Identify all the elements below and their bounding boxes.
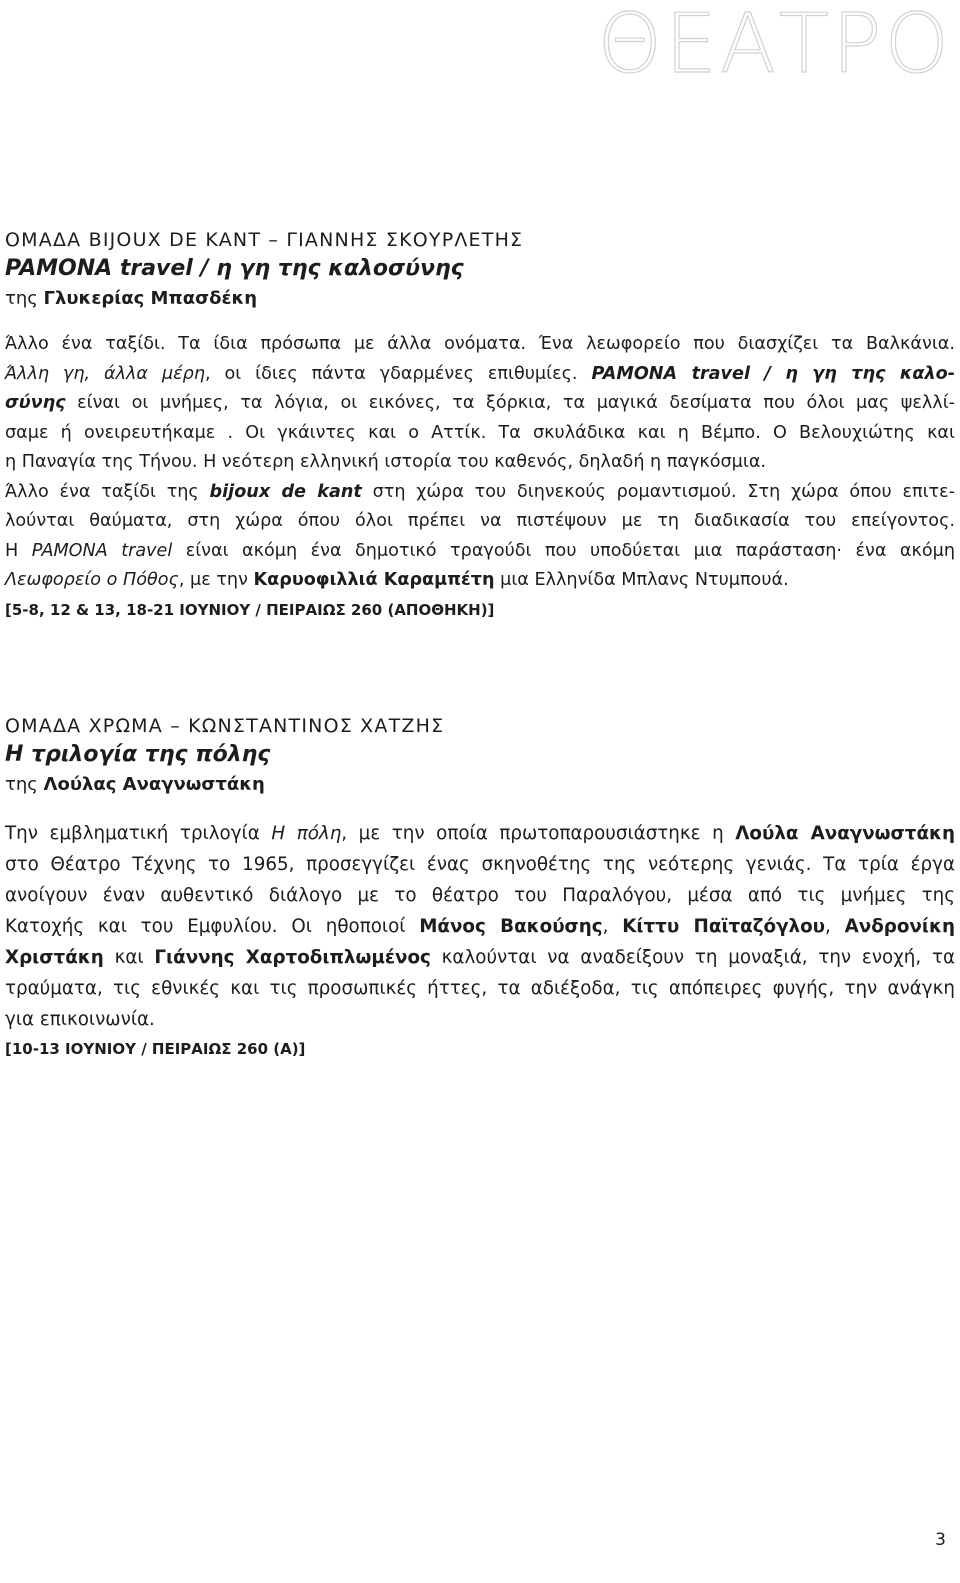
description-line: Λεωφορείο ο Πόθος, με την Καρυοφιλλιά Καραμπέτη μια Ελληνίδα Μπλανς Ντυμπουά. — [5, 570, 789, 590]
description-line: τραύματα, τις εθνικές και τις προσωπικές ήττες, τα αδιέξοδα, τις απόπειρες φυγής, την ανάγκη — [5, 978, 955, 999]
play-title: PAMONA travel / η γη της καλοσύνης — [5, 256, 464, 281]
author-name: Γλυκερίας Μπασδέκη — [43, 288, 258, 309]
description-line: ανοίγουν έναν αυθεντικό διάλογο με το θέατρο του Παραλόγου, μέσα από τις μνήμες της — [5, 885, 955, 906]
author-prefix: της — [5, 288, 44, 309]
description-line: Την εμβληματική τριλογία Η πόλη, με την οποία πρωτοπαρουσιάστηκε η Λούλα Αναγνωστάκη — [5, 823, 956, 844]
event-trilogy-of-the-city — [5, 712, 955, 1063]
play-title: Η τριλογία της πόλης — [5, 742, 271, 767]
description-line: λούνται θαύματα, στη χώρα όπου όλοι πρέπει να πιστέψουν με τη διαδικασία του επείγοντος. — [5, 511, 955, 531]
description-line: στο Θέατρο Τέχνης το 1965, προσεγγίζει ένας σκηνοθέτης της νεότερης γενιάς. Τα τρία έργα — [5, 854, 955, 875]
page-number: 3 — [935, 1530, 946, 1550]
play-author — [5, 770, 955, 800]
description-line: η Παναγία της Τήνου. Η νεότερη ελληνική ιστορία του καθενός, δηλαδή η παγκόσμια. — [5, 452, 767, 472]
description-line: Άλλη γη, άλλα μέρη, οι ίδιες πάντα γδαρμένες επιθυμίες. PAMONA travel / η γη της καλο- — [5, 363, 956, 384]
play-description — [5, 330, 955, 596]
author-name: Λούλας Αναγνωστάκη — [43, 774, 265, 795]
play-description — [5, 818, 955, 1035]
description-line: Η PAMONA travel είναι ακόμη ένα δημοτικό τραγούδι που υποδύεται μια παράσταση· ένα ακόμη — [5, 540, 955, 561]
description-line: Χριστάκη και Γιάννης Χαρτοδιπλωμένος καλούνται να αναδείξουν τη μοναξιά, την ενοχή, τα — [5, 947, 956, 968]
description-line: σαμε ή ονειρευτήκαμε . Οι γκάιντες και ο Αττίκ. Τα σκυλάδικα και η Βέμπο. Ο Βελουχιώτης και — [5, 422, 955, 443]
description-line: Κατοχής και του Εμφυλίου. Οι ηθοποιοί Μάνος Βακούσης, Κίττυ Παϊταζόγλου, Ανδρονίκη — [5, 916, 955, 937]
section-header-theatre: ΘΕΑΤΡΟ — [597, 0, 952, 92]
performance-dates: [5-8, 12 & 13, 18-21 ΙΟΥΝΙΟΥ / ΠΕΙΡΑΙΩΣ 260 (ΑΠΟΘΗΚΗ)] — [5, 600, 495, 619]
description-line: Άλλο ένα ταξίδι. Τα ίδια πρόσωπα με άλλα ονόματα. Ένα λεωφορείο που διασχίζει τα Βαλκάνια. — [5, 334, 955, 354]
description-line: Άλλο ένα ταξίδι της bijoux de kant στη χώρα του διηνεκούς ρομαντισμού. Στη χώρα όπου επιτε- — [5, 481, 955, 502]
play-author — [5, 284, 955, 314]
performance-dates: [10-13 ΙΟΥΝΙΟΥ / ΠΕΙΡΑΙΩΣ 260 (Α)] — [5, 1040, 306, 1058]
event-pamona-travel — [5, 226, 955, 624]
author-prefix: της — [5, 774, 44, 795]
troupe-name: ΟΜΑΔΑ BIJOUX DE KANT – ΓΙΑΝΝΗΣ ΣΚΟΥΡΛΕΤΗΣ — [5, 229, 524, 251]
troupe-name: ΟΜΑΔΑ ΧΡΩΜΑ – ΚΩΝΣΤΑΝΤΙΝΟΣ ΧΑΤΖΗΣ — [5, 715, 445, 737]
description-line: σύνης είναι οι μνήμες, τα λόγια, οι εικόνες, τα ξόρκια, τα μαγικά δεσίματα που όλοι μας ψελλί- — [5, 393, 955, 413]
description-line: για επικοινωνία. — [5, 1009, 155, 1030]
